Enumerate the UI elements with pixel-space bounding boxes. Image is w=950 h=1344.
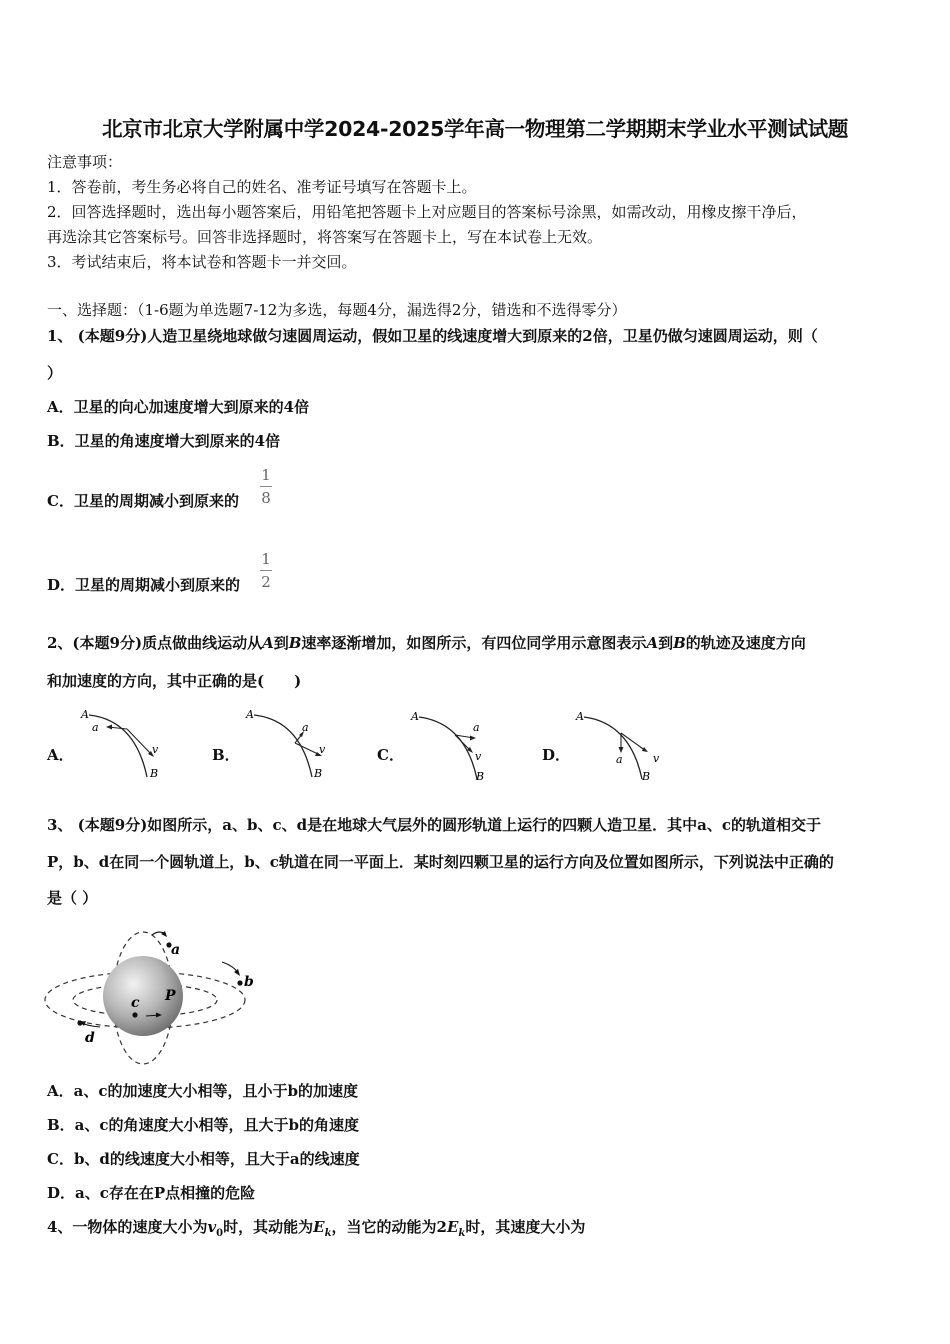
q1-option-d-fraction [259,550,273,591]
label-b: b [244,974,254,990]
q1-stem: 1、 (本题9分)人造卫星绕地球做匀速圆周运动，假如卫星的线速度增大到原来的2倍，卫星仍做匀速圆周运动，则（ [47,327,818,345]
label-d: d [85,1030,95,1046]
q3-stem-1: 3、 (本题9分)如图所示，a、b、c、d是在地球大气层外的圆形轨道上运行的四颗人造卫星．其中a、c的轨道相交于 [47,816,821,834]
fraction-denominator: 2 [261,573,271,591]
label-b-point: B [642,770,651,783]
q1-option-a: A．卫星的向心加速度增大到原来的4倍 [47,398,310,416]
q3-satellite-figure [40,920,270,1070]
q1-option-d: D．卫星的周期减小到原来的 [47,576,241,594]
label-velocity: v [475,750,482,763]
fraction-numerator: 1 [261,466,271,484]
q1-stem-end: ） [47,364,63,382]
satellite-b [237,980,242,985]
q3-option-d: D．a、c存在在P点相撞的危险 [47,1184,256,1202]
page-title: 北京市北京大学附属中学2024-2025学年高一物理第二学期期末学业水平测试试题 [101,117,849,141]
q1-option-c-fraction [259,466,273,507]
notice-item-2a: 2．回答选择题时，选出每小题答案后，用铅笔把答题卡上对应题目的答案标号涂黑，如需改动，用橡皮擦干净后， [47,203,807,221]
q2-option-b-label: B． [212,746,240,764]
label-a-point: A [411,710,419,723]
q2-option-d-label: D． [542,746,571,764]
section-heading: 一、选择题：（1-6题为单选题7-12为多选，每题4分，漏选得2分，错选和不选得零分） [47,301,627,319]
label-velocity: v [653,752,660,765]
fraction-numerator: 1 [261,550,271,568]
q2-figure-c [405,705,505,785]
q2-figure-b [240,705,340,785]
q2-stem-line2: 和加速度的方向，其中正确的是( ) [47,672,302,690]
label-accel: a [616,753,623,766]
q2-option-a-label: A． [47,746,74,764]
label-a-point: A [81,708,89,721]
q1-option-b: B．卫星的角速度增大到原来的4倍 [47,432,281,450]
label-a-point: A [576,710,584,723]
q2-figure-d [570,705,670,785]
fraction-denominator: 8 [261,489,271,507]
q3-stem-2: P，b、d在同一个圆轨道上，b、c轨道在同一平面上．某时刻四颗卫星的运行方向及位置如图所示，下列说法中正确的 [47,853,834,871]
label-a-point: A [246,708,254,721]
q3-option-b: B．a、c的角速度大小相等，且大于b的角速度 [47,1116,360,1134]
label-accel: a [473,721,480,734]
label-a: a [171,942,181,958]
q1-option-c: C．卫星的周期减小到原来的 [47,492,239,510]
label-velocity: v [319,743,326,756]
notice-item-1: 1．答卷前，考生务必将自己的姓名、准考证号填写在答题卡上。 [47,178,477,196]
label-accel: a [302,721,309,734]
q3-option-a: A．a、c的加速度大小相等，且小于b的加速度 [47,1082,358,1100]
label-b-point: B [314,767,323,780]
q2-stem: 2、(本题9分)质点做曲线运动从A到B速率逐渐增加，如图所示，有四位同学用示意图表示A到B的轨迹及速度方向 [47,634,806,652]
label-p: P [165,988,176,1004]
notice-item-3: 3．考试结束后，将本试卷和答题卡一并交回。 [47,253,357,271]
satellite-c [132,1012,137,1017]
notice-item-2b: 再选涂其它答案标号。回答非选择题时，将答案写在答题卡上，写在本试卷上无效。 [47,228,603,246]
q3-stem-3: 是（ ） [47,889,98,907]
label-b-point: B [476,770,485,783]
q3-option-c: C．b、d的线速度大小相等，且大于a的线速度 [47,1150,360,1168]
q2-figure-a [75,705,175,785]
label-velocity: v [152,743,159,756]
label-b-point: B [150,767,159,780]
label-accel: a [92,721,99,734]
label-c: c [131,995,140,1011]
notice-heading: 注意事项： [47,153,123,171]
q4-stem: 4、一物体的速度大小为$v_0$时，其动能为$E_k$，当它的动能为$2E_k$时，其速度大小为 [47,1218,586,1239]
q2-option-c-label: C． [377,746,404,764]
